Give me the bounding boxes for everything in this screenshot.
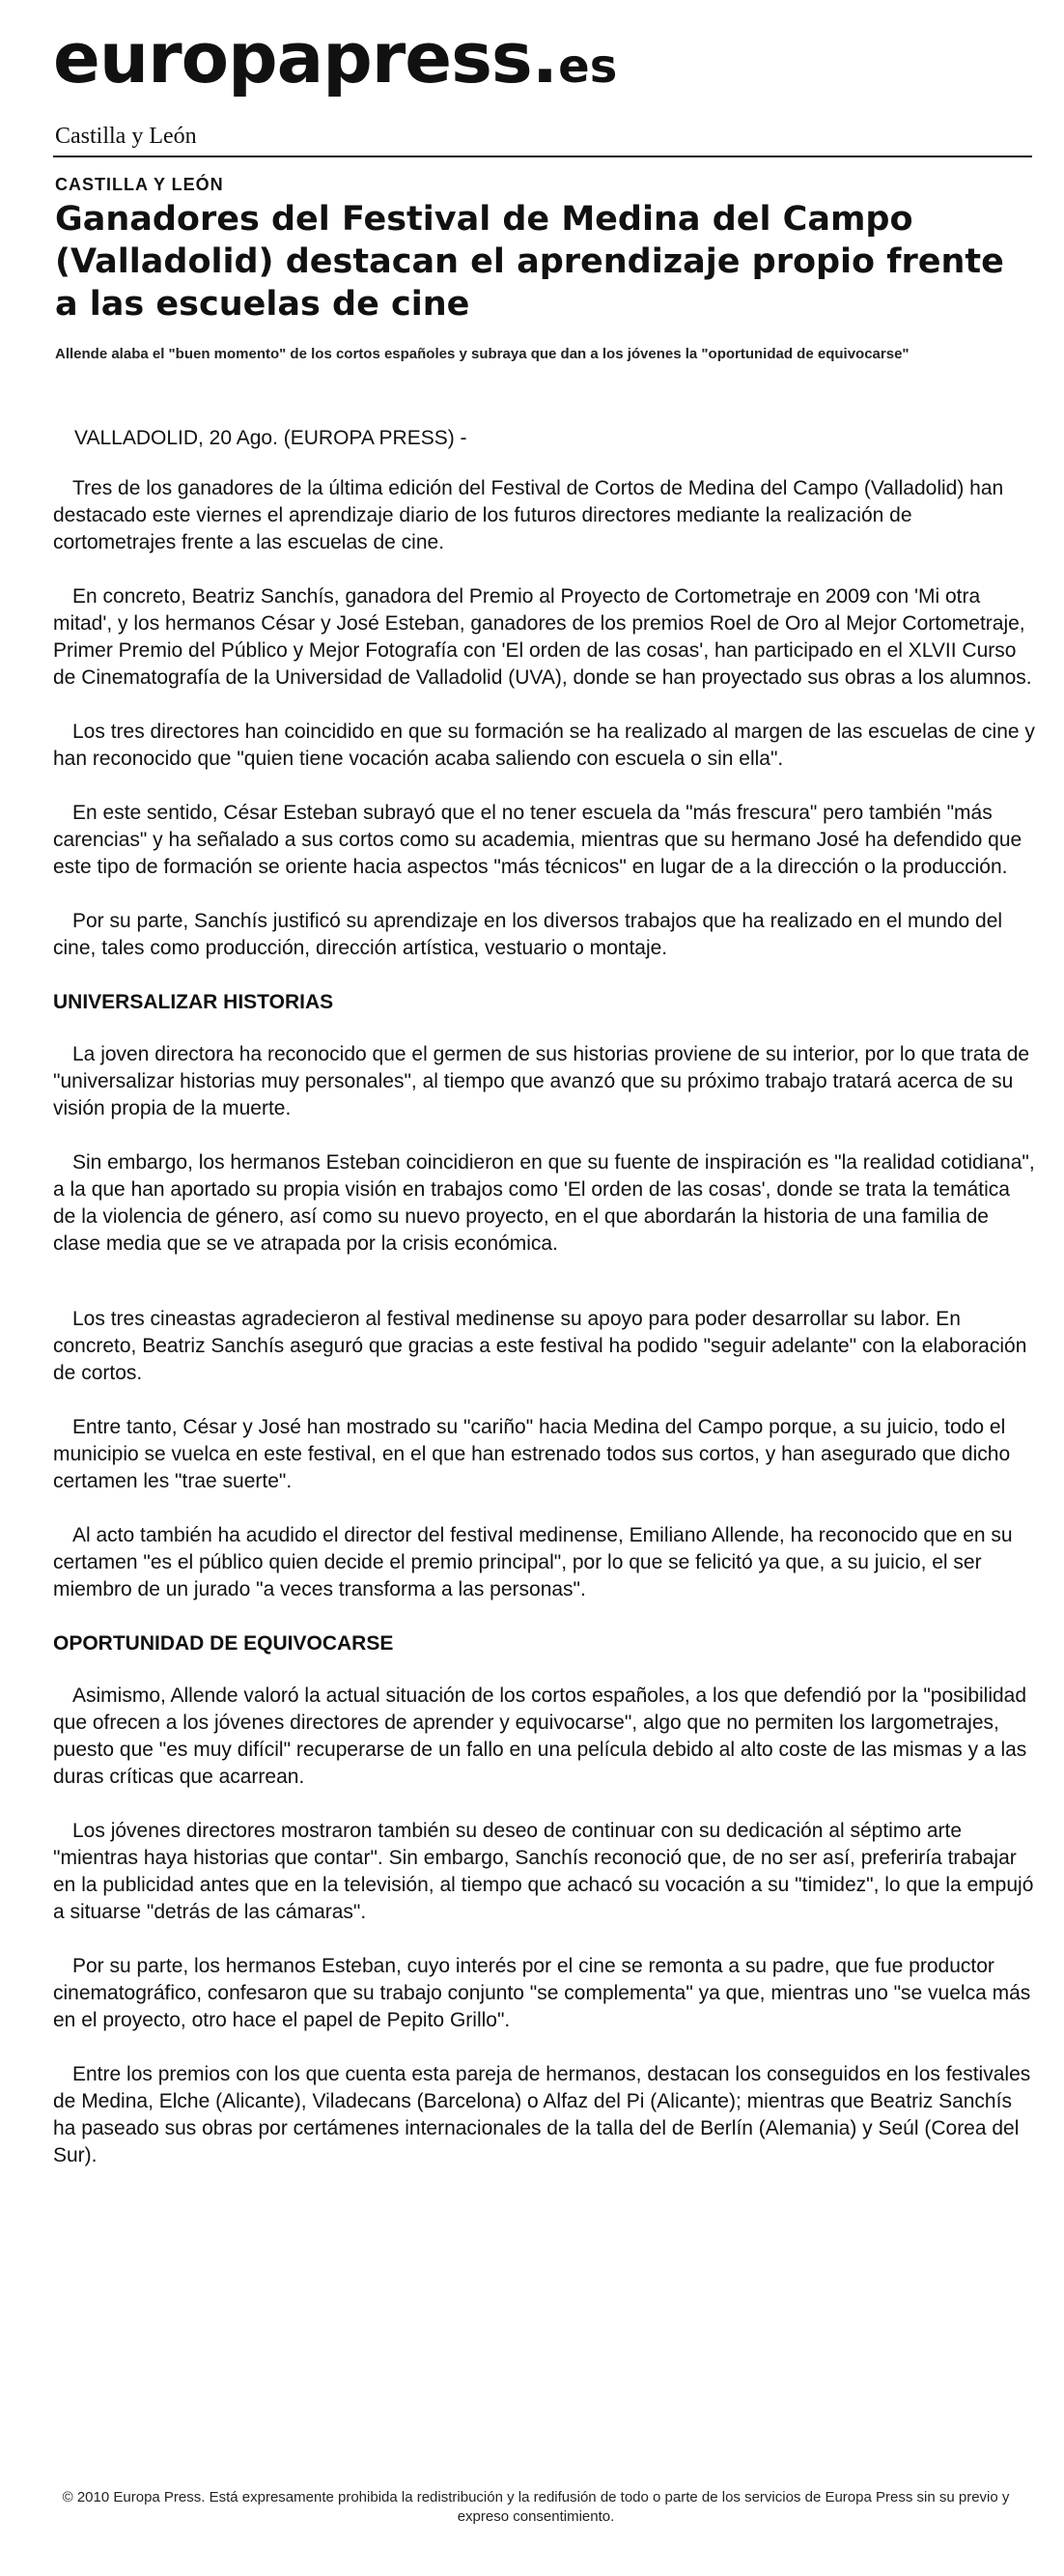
article-paragraph: Tres de los ganadores de la última edición del Festival de Cortos de Medina del Campo (Valladolid) han destacado este viernes el aprendizaje diario de los futuros directores mediante la realización de cortometrajes frente a las escuelas de cine. xyxy=(53,477,1004,553)
article-paragraph: Entre los premios con los que cuenta esta pareja de hermanos, destacan los conseguidos en los festivales de Medina, Elche (Alicante), Viladecans (Barcelona) o Alfaz del Pi (Alicante); mientras que Beatriz Sanchís ha paseado sus obras por certámenes internacionales de la talla del de Berlín (Alemania) y Seúl (Corea del Sur). xyxy=(53,2063,1031,2166)
article-paragraph: Sin embargo, los hermanos Esteban coincidieron en que su fuente de inspiración es "la realidad cotidiana", a la que han aportado su propia visión en trabajos como 'El orden de las cosas', donde se trata la temática de la violencia de género, así como su nuevo proyecto, en el que abordarán la historia de una familia de clase media que se ve atrapada por la crisis económica. xyxy=(53,1151,1035,1255)
article-paragraph: Los tres directores han coincidido en que su formación se ha realizado al margen de las escuelas de cine y han reconocido que "quien tiene vocación acaba saliendo con escuela o sin ella". xyxy=(53,721,1035,770)
article-headline: Ganadores del Festival de Medina del Campo (Valladolid) destacan el aprendizaje propio frente a las escuelas de cine xyxy=(55,200,1004,324)
article-paragraph: Por su parte, los hermanos Esteban, cuyo interés por el cine se remonta a su padre, que fue productor cinematográfico, confesaron que su trabajo conjunto "se complementa" ya que, mientras uno "se vuelca más en el proyecto, otro hace el papel de Pepito Grillo". xyxy=(53,1955,1031,2031)
article-subhead: Allende alaba el "buen momento" de los cortos españoles y subraya que dan a los jóvenes la "oportunidad de equivocarse" xyxy=(55,346,910,362)
article-paragraph: En este sentido, César Esteban subrayó que el no tener escuela da "más frescura" pero también "más carencias" y ha señalado a sus cortos como su academia, mientras que su hermano José ha defendido que este tipo de formación se oriente hacia aspectos "más técnicos" en lugar de a la dirección o la producción. xyxy=(53,802,1022,878)
copyright-notice: © 2010 Europa Press. Está expresamente prohibida la redistribución y la redifusión de todo o parte de los servicios de Europa Press sin su previo y expreso consentimiento. xyxy=(62,2489,1010,2525)
article-paragraph: En concreto, Beatriz Sanchís, ganadora del Premio al Proyecto de Cortometraje en 2009 con 'Mi otra mitad', y los hermanos César y José Esteban, ganadores de los premios Roel de Oro al Mejor Cortometraje, Primer Premio del Público y Mejor Fotografía con 'El orden de las cosas', han participado en el XLVII Curso de Cinematografía de la Universidad de Valladolid (UVA), donde se han proyectado sus obras a los alumnos. xyxy=(53,585,1032,689)
logo-brand-text: europapress xyxy=(53,17,532,99)
article-paragraph: Por su parte, Sanchís justificó su aprendizaje en los diversos trabajos que ha realizado en el mundo del cine, tales como producción, dirección artística, vestuario o montaje. xyxy=(53,910,1003,959)
article-body xyxy=(53,425,1038,2196)
section-heading-universalizar: UNIVERSALIZAR HISTORIAS xyxy=(53,991,334,1013)
masthead-divider xyxy=(53,156,1032,157)
article-paragraph: Los jóvenes directores mostraron también su deseo de continuar con su dedicación al séptimo arte "mientras haya historias que contar". Sin embargo, Sanchís reconoció que, de no ser así, preferiría trabajar en la publicidad antes que en la televisión, al tiempo que achacó su vocación a su "timidez", lo que la empujó a situarse "detrás de las cámaras". xyxy=(53,1820,1034,1923)
section-heading-oportunidad: OPORTUNIDAD DE EQUIVOCARSE xyxy=(53,1632,394,1655)
europapress-logo xyxy=(53,17,617,99)
logo-dot: . xyxy=(531,17,559,99)
article-dateline: VALLADOLID, 20 Ago. (EUROPA PRESS) - xyxy=(74,427,467,449)
paragraph-gap xyxy=(53,1285,1038,1306)
article-paragraph: La joven directora ha reconocido que el germen de sus historias proviene de su interior, por lo que trata de "universalizar historias muy personales", al tiempo que avanzó que su próximo trabajo tratará acerca de su visión propia de la muerte. xyxy=(53,1043,1030,1119)
section-label: CASTILLA Y LEÓN xyxy=(55,175,224,194)
article-paragraph: Entre tanto, César y José han mostrado su "cariño" hacia Medina del Campo porque, a su juicio, todo el municipio se vuelca en este festival, en el que han estrenado todos sus cortos, y han asegurado que dicho certamen les "trae suerte". xyxy=(53,1416,1011,1492)
logo-domain: es xyxy=(558,40,618,94)
article-paragraph: Asimismo, Allende valoró la actual situación de los cortos españoles, a los que defendió por la "posibilidad que ofrecen a los jóvenes directores de aprender y equivocarse", algo que no permiten los largometrajes, puesto que "es muy difícil" recuperarse de un fallo en una película debido al alto coste de las mismas y a las duras críticas que acarrean. xyxy=(53,1684,1027,1788)
article-paragraph: Los tres cineastas agradecieron al festival medinense su apoyo para poder desarrollar su labor. En concreto, Beatriz Sanchís aseguró que gracias a este festival ha podido "seguir adelante" con la elaboración de cortos. xyxy=(53,1308,1027,1384)
region-header: Castilla y León xyxy=(55,124,197,149)
article-paragraph: Al acto también ha acudido el director del festival medinense, Emiliano Allende, ha reconocido que en su certamen "es el público quien decide el premio principal", por lo que se felicitó ya que, a su juicio, el ser miembro de un jurado "a veces transforma a las personas". xyxy=(53,1524,1013,1600)
